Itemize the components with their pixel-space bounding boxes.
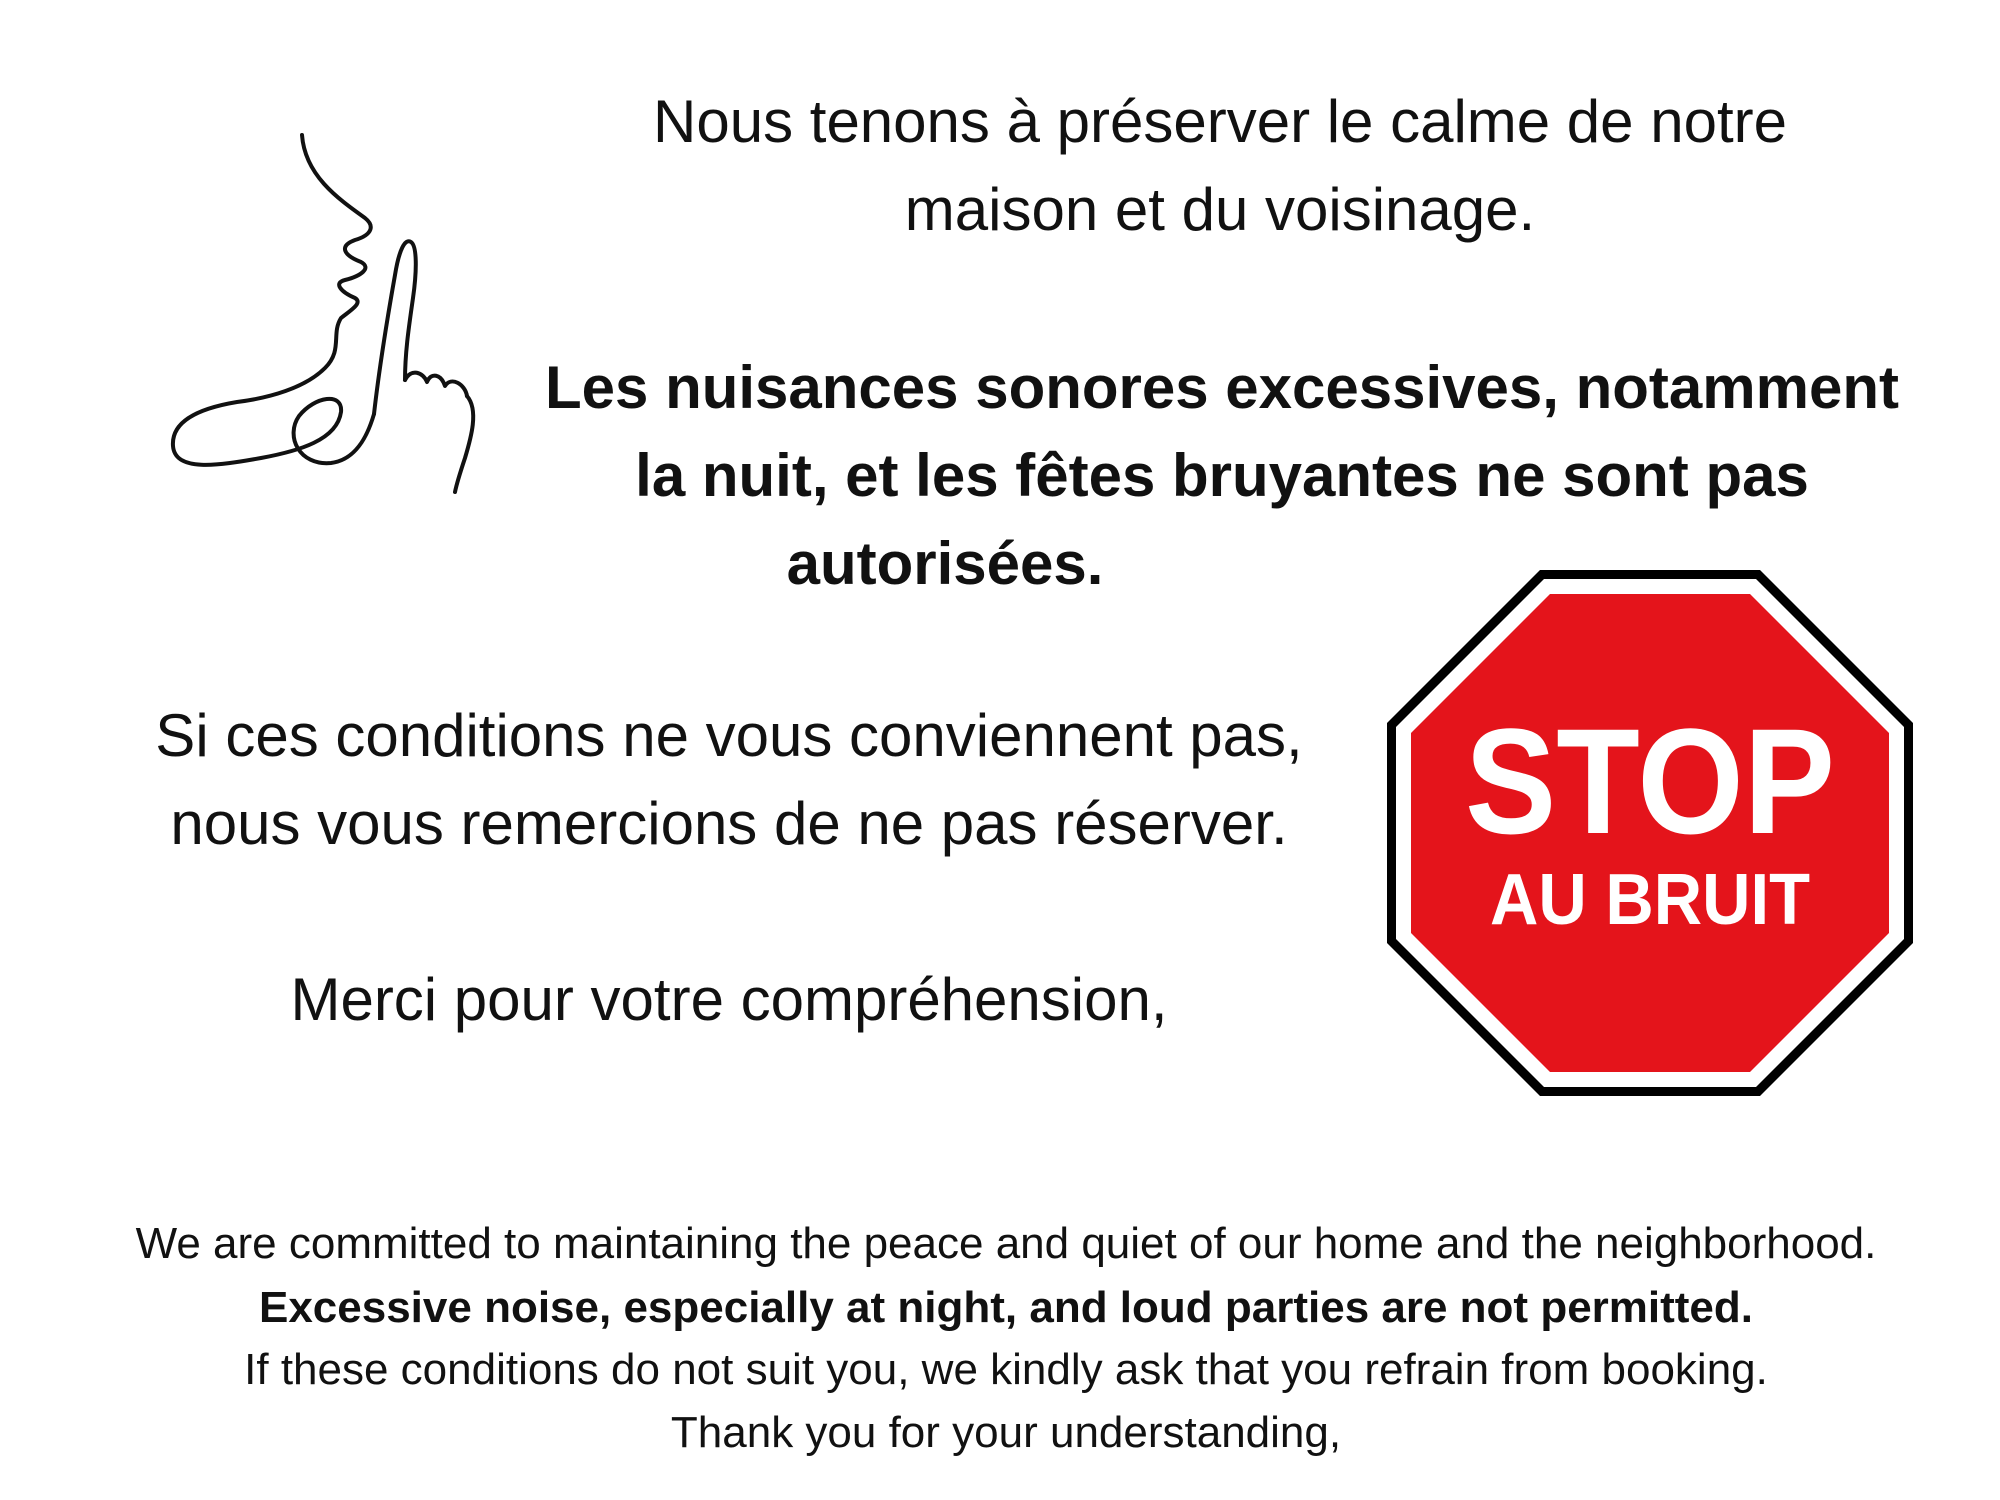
english-line-2: Excessive noise, especially at night, and loud parties are not permitted. — [258, 1283, 1754, 1332]
english-line-1: We are committed to maintaining the peace and quiet of our home and the neighborhood. — [135, 1219, 1877, 1268]
stop-sign-sub-text: AU BRUIT — [1490, 860, 1811, 940]
intro-line-1: Nous tenons à préserver le calme de notre — [653, 88, 1787, 155]
thanks-french: Merci pour votre compréhension, — [290, 966, 1168, 1033]
stop-sign-main-text: STOP — [1465, 697, 1835, 865]
condition-line-2: nous vous remercions de ne pas réserver. — [170, 790, 1288, 857]
condition-line-1: Si ces conditions ne vous conviennent pas, — [155, 702, 1303, 769]
english-line-3: If these conditions do not suit you, we kindly ask that you refrain from booking. — [244, 1345, 1768, 1394]
rule-line-3: autorisées. — [786, 530, 1104, 597]
stop-sign — [1385, 568, 1915, 1098]
rule-line-1: Les nuisances sonores excessives, notamment — [545, 354, 1899, 421]
intro-line-2: maison et du voisinage. — [904, 176, 1536, 243]
shush-face-icon — [165, 120, 505, 500]
rule-line-2: la nuit, et les fêtes bruyantes ne sont pas — [635, 442, 1809, 509]
english-line-4: Thank you for your understanding, — [670, 1408, 1342, 1457]
